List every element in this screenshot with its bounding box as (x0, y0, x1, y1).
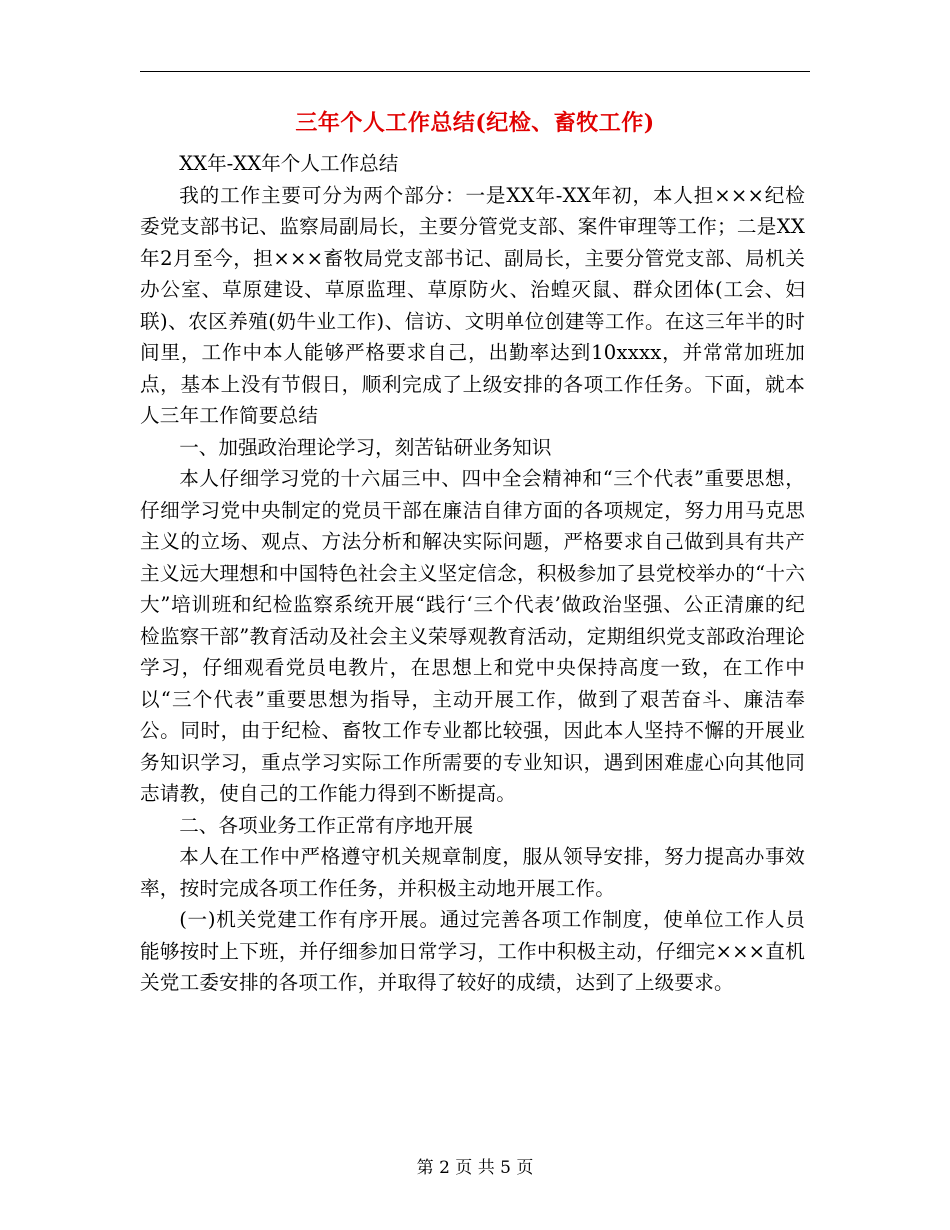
paragraph-work: 本人在工作中严格遵守机关规章制度，服从领导安排，努力提高办事效率，按时完成各项工作任务，并积极主动地开展工作。 (140, 845, 805, 900)
page-number: 第 2 页 共 5 页 (416, 1158, 534, 1178)
document-body (140, 148, 805, 999)
paragraph-study: 本人仔细学习党的十六届三中、四中全会精神和“三个代表”重要思想，仔细学习党中央制定的党员干部在廉洁自律方面的各项规定，努力用马克思主义的立场、观点、方法分析和解决实际问题，严格要求自己做到具有共产主义远大理想和中国特色社会主义坚定信念，积极参加了县党校举办的“十六大”培训班和纪检监察系统开展“践行‘三个代表’做政治坚强、公正清廉的纪检监察干部”教育活动及社会主义荣辱观教育活动，定期组织党支部政治理论学习，仔细观看党员电教片，在思想上和党中央保持高度一致，在工作中以“三个代表”重要思想为指导，主动开展工作，做到了艰苦奋斗、廉洁奉公。同时，由于纪检、畜牧工作专业都比较强，因此本人坚持不懈的开展业务知识学习，重点学习实际工作所需要的专业知识，遇到困难虚心向其他同志请教，使自己的工作能力得到不断提高。 (140, 467, 805, 805)
paragraph-party-building: (一)机关党建工作有序开展。通过完善各项工作制度，使单位工作人员能够按时上下班，并仔细参加日常学习，工作中积极主动，仔细完×××直机关党工委安排的各项工作，并取得了较好的成绩，达到了上级要求。 (140, 908, 805, 994)
document-title: 三年个人工作总结(纪检、畜牧工作) (295, 110, 655, 136)
paragraph-intro: 我的工作主要可分为两个部分：一是XX年-XX年初，本人担×××纪检委党支部书记、监察局副局长，主要分管党支部、案件审理等工作；二是XX年2月至今，担×××畜牧局党支部书记、副局长，主要分管党支部、局机关办公室、草原建设、草原监理、草原防火、治蝗灭鼠、群众团体(工会、妇联)、农区养殖(奶牛业工作)、信访、文明单位创建等工作。在这三年半的时间里，工作中本人能够严格要求自己，出勤率达到10xxxx，并常常加班加点，基本上没有节假日，顺利完成了上级安排的各项工作任务。下面，就本人三年工作简要总结 (140, 183, 805, 427)
header-rule (140, 71, 810, 72)
section-heading-1: 一、加强政治理论学习，刻苦钻研业务知识 (179, 435, 552, 459)
document-subtitle: XX年-XX年个人工作总结 (179, 152, 399, 175)
section-heading-2: 二、各项业务工作正常有序地开展 (179, 813, 474, 837)
